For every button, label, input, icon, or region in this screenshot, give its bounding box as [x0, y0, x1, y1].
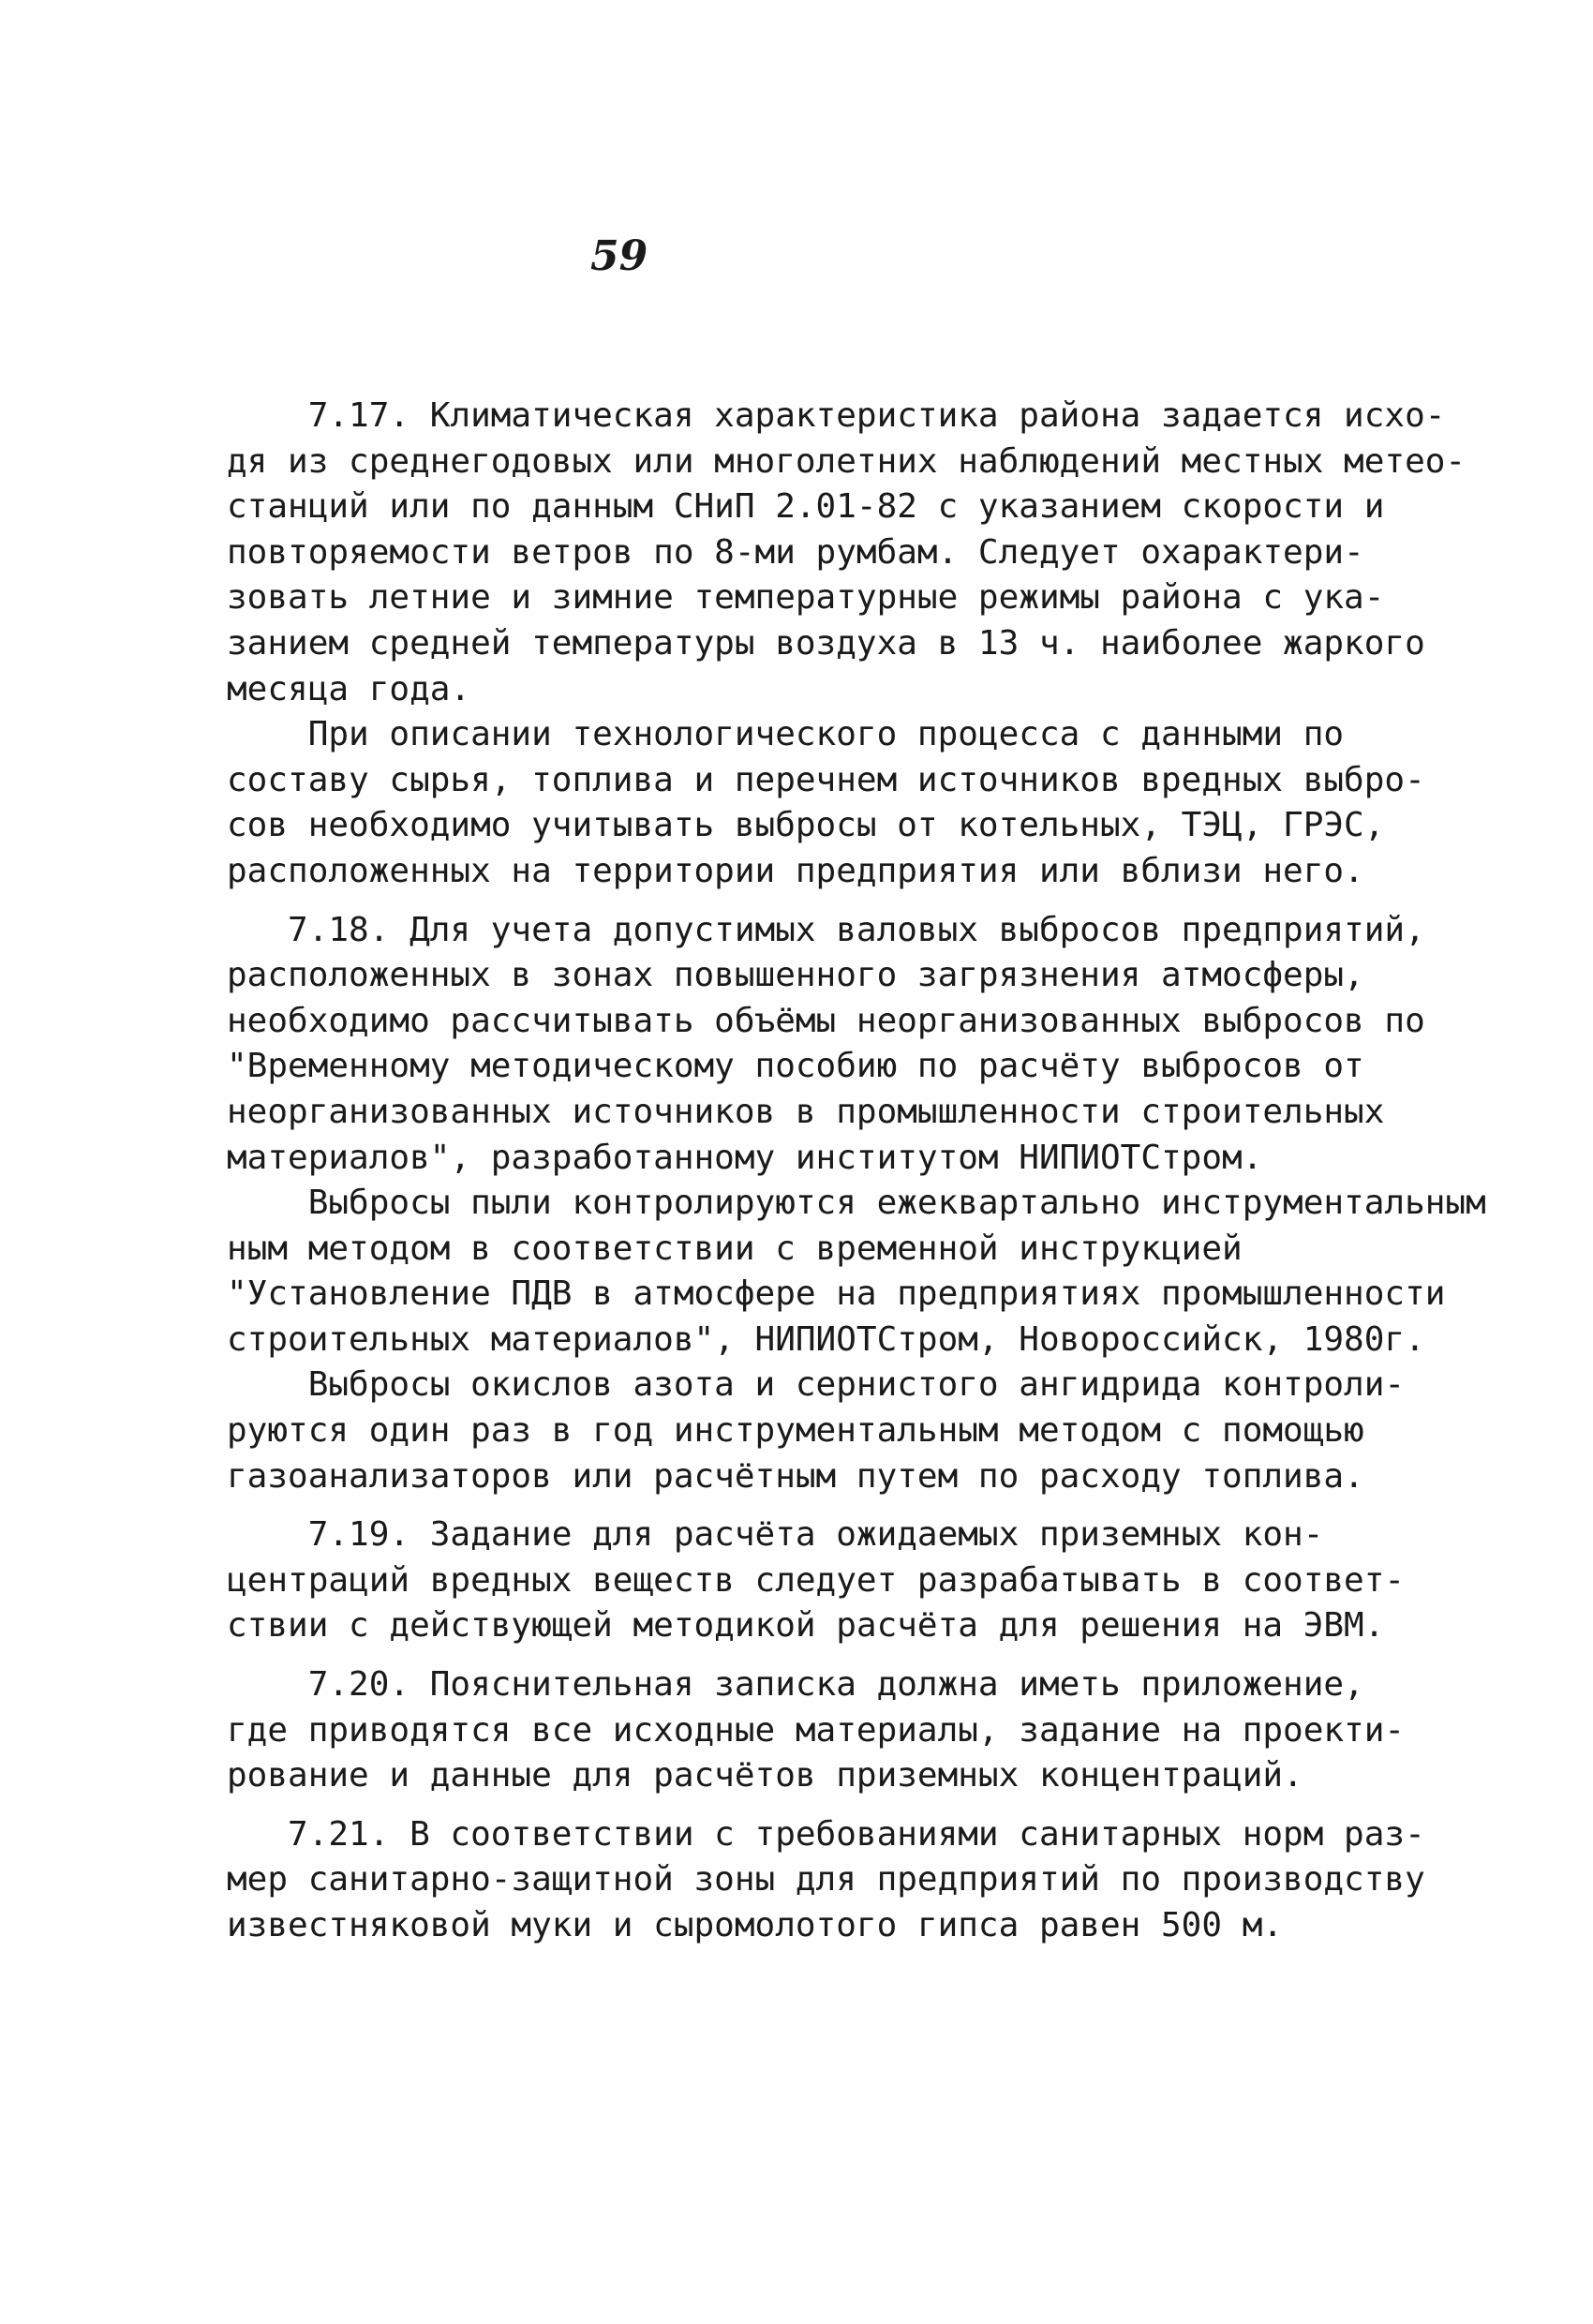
text-line: составу сырья, топлива и перечнем источников вредных выбро- — [227, 760, 1425, 799]
text-line: При описании технологического процесса с данными по — [227, 715, 1345, 754]
document-body — [227, 394, 1486, 1949]
text-line: материалов", разработанному институтом НИПИОТСтром. — [227, 1138, 1263, 1177]
text-line: расположенных в зонах повышенного загрязнения атмосферы, — [227, 956, 1364, 995]
paragraph-p721 — [227, 1812, 1425, 1949]
text-line: месяца года. — [227, 669, 471, 708]
paragraph-p718 — [227, 908, 1425, 1182]
text-line: руются один раз в год инструментальным методом с помощью — [227, 1411, 1364, 1451]
paragraph-gap — [227, 895, 1398, 908]
paragraph-p719 — [227, 1512, 1406, 1649]
text-line: рование и данные для расчётов приземных концентраций. — [227, 1756, 1303, 1795]
text-line: где приводятся все исходные материалы, задание на проекти- — [227, 1710, 1406, 1750]
page-number: 59 — [590, 232, 648, 280]
paragraph-p718c — [227, 1363, 1406, 1499]
text-line: станций или по данным СНиП 2.01-82 с указанием скорости и — [227, 487, 1385, 527]
text-line: "Временному методическому пособию по расчёту выбросов от — [227, 1047, 1364, 1086]
paragraph-p718b — [227, 1181, 1486, 1363]
text-line: занием средней температуры воздуха в 13 ч. наиболее жаркого — [227, 623, 1425, 663]
text-line: 7.20. Пояснительная записка должна иметь приложение, — [227, 1665, 1364, 1705]
text-line: необходимо рассчитывать объёмы неорганизованных выбросов по — [227, 1001, 1425, 1040]
text-line: 7.17. Климатическая характеристика района задается исхо- — [227, 396, 1446, 435]
text-line: расположенных на территории предприятия или вблизи него. — [227, 851, 1364, 890]
paragraph-p717 — [227, 394, 1466, 712]
text-line: 7.21. В соответствии с требованиями санитарных норм раз- — [227, 1814, 1425, 1854]
text-line: известняковой муки и сыромолотого гипса равен 500 м. — [227, 1906, 1284, 1944]
paragraph-p720 — [227, 1662, 1406, 1799]
paragraph-gap — [227, 1799, 1398, 1812]
text-line: центраций вредных веществ следует разрабатывать в соответ- — [227, 1560, 1406, 1600]
paragraph-p717b — [227, 712, 1425, 894]
text-line: строительных материалов", НИПИОТСтром, Новороссийск, 1980г. — [227, 1319, 1425, 1359]
text-line: газоанализаторов или расчётным путем по расходу топлива. — [227, 1456, 1364, 1496]
paragraph-gap — [227, 1649, 1398, 1662]
text-line: 7.18. Для учета допустимых валовых выбросов предприятий, — [227, 910, 1425, 949]
text-line: ствии с действующей методикой расчёта для решения на ЭВМ. — [227, 1606, 1385, 1646]
text-line: зовать летние и зимние температурные режимы района с ука- — [227, 578, 1385, 618]
text-line: Выбросы окислов азота и сернистого ангидрида контроли- — [227, 1365, 1406, 1405]
paragraph-gap — [227, 1499, 1398, 1512]
text-line: Выбросы пыли контролируются ежеквартально инструментальным — [227, 1184, 1486, 1223]
text-line: мер санитарно-защитной зоны для предприятий по производству — [227, 1860, 1425, 1899]
text-line: дя из среднегодовых или многолетних наблюдений местных метео- — [227, 441, 1466, 481]
text-line: неорганизованных источников в промышленности строительных — [227, 1092, 1385, 1131]
text-line: "Установление ПДВ в атмосфере на предприятиях промышленности — [227, 1274, 1446, 1314]
text-line: ным методом в соответствии с временной инструкцией — [227, 1229, 1243, 1268]
text-line: повторяемости ветров по 8-ми румбам. Следует охарактери- — [227, 532, 1364, 572]
text-line: 7.19. Задание для расчёта ожидаемых приземных кон- — [227, 1515, 1324, 1555]
text-line: сов необходимо учитывать выбросы от котельных, ТЭЦ, ГРЭС, — [227, 806, 1385, 845]
